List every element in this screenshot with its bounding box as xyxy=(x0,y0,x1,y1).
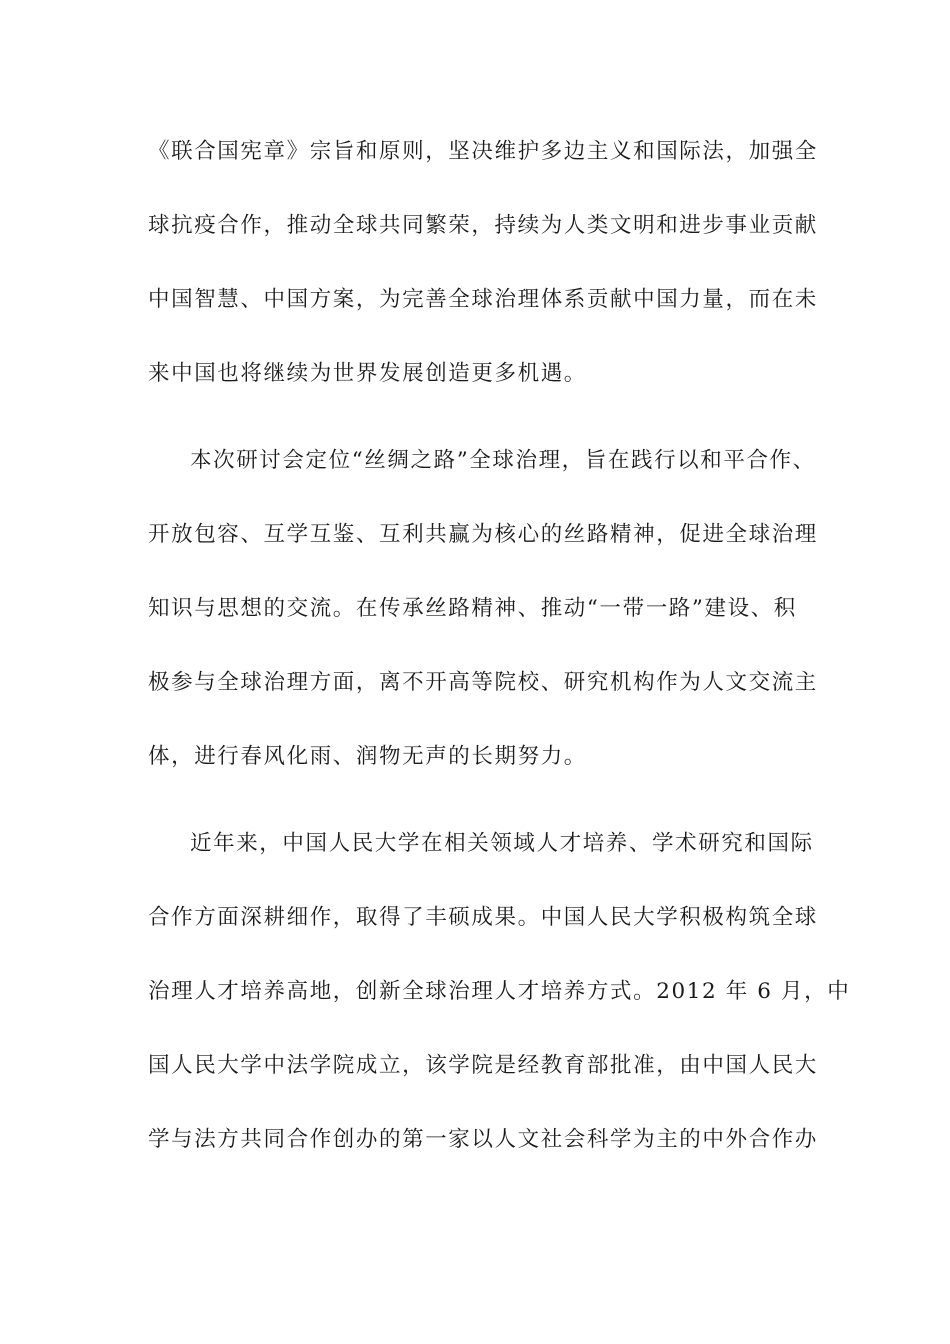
paragraph-2-line-1: 本次研讨会定位“丝绸之路”全球治理，旨在践行以和平合作、 xyxy=(190,448,816,473)
paragraph-2-line-5: 体，进行春风化雨、润物无声的长期努力。 xyxy=(148,744,587,769)
paragraph-2-line-4: 极参与全球治理方面，离不开高等院校、研究机构作为人文交流主 xyxy=(148,670,818,695)
paragraph-3-line-3: 治理人才培养高地，创新全球治理人才培养方式。2012 年 6 月，中 xyxy=(148,979,851,1004)
paragraph-3-line-5: 学与法方共同合作创办的第一家以人文社会科学为主的中外合作办 xyxy=(148,1127,818,1152)
paragraph-2-line-2: 开放包容、互学互鉴、互利共赢为核心的丝路精神，促进全球治理 xyxy=(148,522,818,547)
paragraph-1-line-4: 来中国也将继续为世界发展创造更多机遇。 xyxy=(148,361,587,386)
paragraph-3-line-4: 国人民大学中法学院成立，该学院是经教育部批准，由中国人民大 xyxy=(148,1053,818,1078)
paragraph-1-line-1: 《联合国宪章》宗旨和原则，坚决维护多边主义和国际法，加强全 xyxy=(148,139,818,164)
paragraph-3-line-1: 近年来，中国人民大学在相关领域人才培养、学术研究和国际 xyxy=(190,831,814,856)
paragraph-1-line-2: 球抗疫合作，推动全球共同繁荣，持续为人类文明和进步事业贡献 xyxy=(148,213,818,238)
paragraph-3-line-2: 合作方面深耕细作，取得了丰硕成果。中国人民大学积极构筑全球 xyxy=(148,905,818,930)
paragraph-1-line-3: 中国智慧、中国方案，为完善全球治理体系贡献中国力量，而在未 xyxy=(148,287,818,312)
paragraph-2-line-3: 知识与思想的交流。在传承丝路精神、推动“一带一路”建设、积 xyxy=(148,596,797,621)
